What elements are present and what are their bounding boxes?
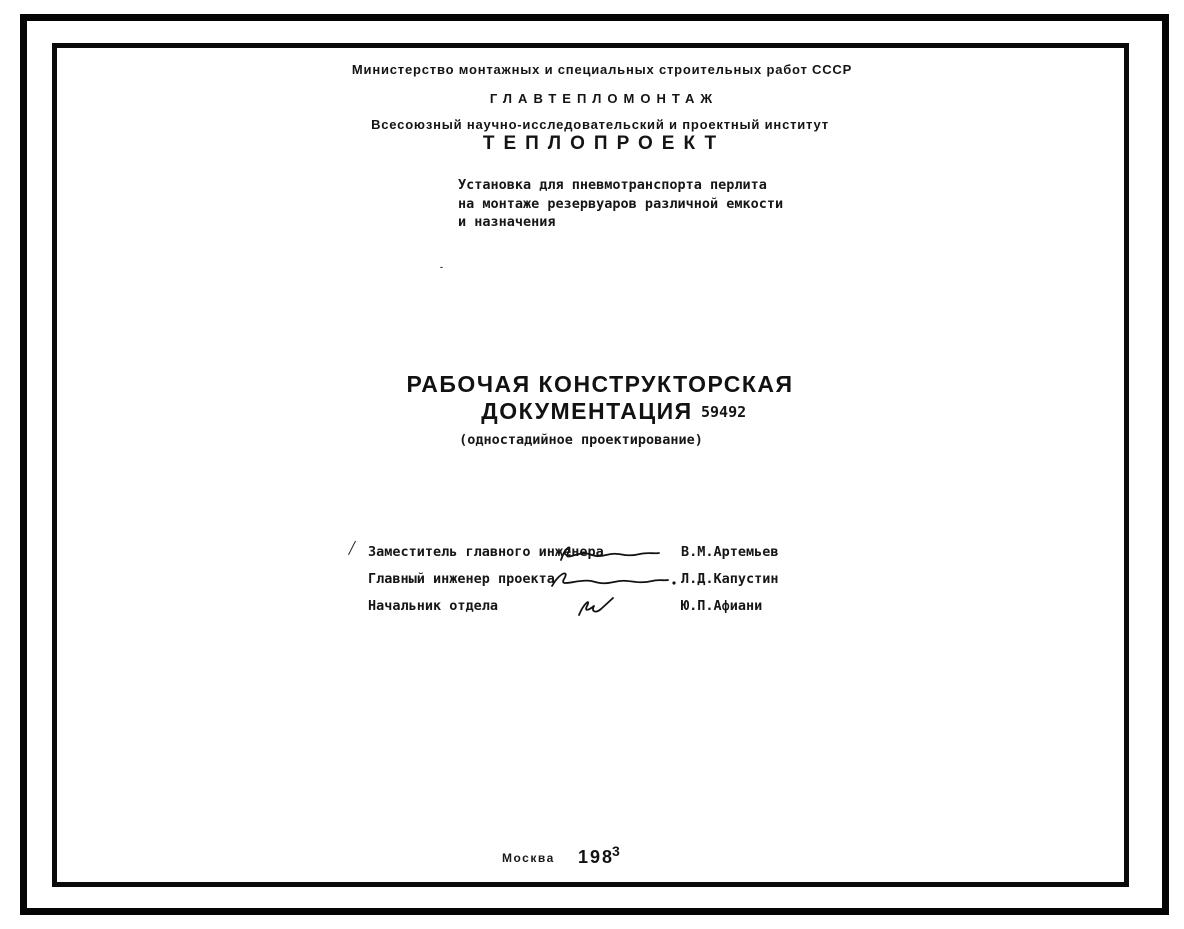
footer-year: 198 [578,847,615,867]
signature-name: В.М.Артемьев [681,544,779,560]
signature-stroke [573,594,625,620]
signature-role: Главный инженер проекта [368,571,555,587]
signature-role: Заместитель главного инженера [368,544,604,560]
signature-stroke [553,541,663,565]
subject-block [458,176,858,232]
title-subtitle: (одностадийное проектирование) [459,432,703,448]
main-department-line: ГЛАВТЕПЛОМОНТАЖ [489,91,719,106]
slash-scan-mark: / [347,534,357,561]
inner-border-frame [52,43,1129,887]
footer-year-last-digit: 3 [612,843,620,859]
title-line-1: РАБОЧАЯ КОНСТРУКТОРСКАЯ [406,371,794,397]
document-number: 59492 [701,403,747,421]
subject-line-3: и назначения [458,214,556,230]
signature-stroke [548,568,676,592]
subject-line-1: Установка для пневмотранспорта перлита [458,177,767,193]
signature-role: Начальник отдела [368,598,499,614]
ministry-line: Министерство монтажных и специальных строительных работ СССР [351,62,853,77]
institute-line: Всесоюзный научно-исследовательский и проектный институт [371,117,829,132]
subject-line-2: на монтаже резервуаров различной емкости [458,195,784,212]
signature-name: Л.Д.Капустин [681,571,779,587]
title-line-2: ДОКУМЕНТАЦИЯ [481,398,693,424]
footer-city: Москва [502,851,555,865]
institute-name: ТЕПЛОПРОЕКТ [482,133,726,154]
signature-name: Ю.П.Афиани [681,598,763,614]
stray-scan-mark: - [440,262,444,272]
